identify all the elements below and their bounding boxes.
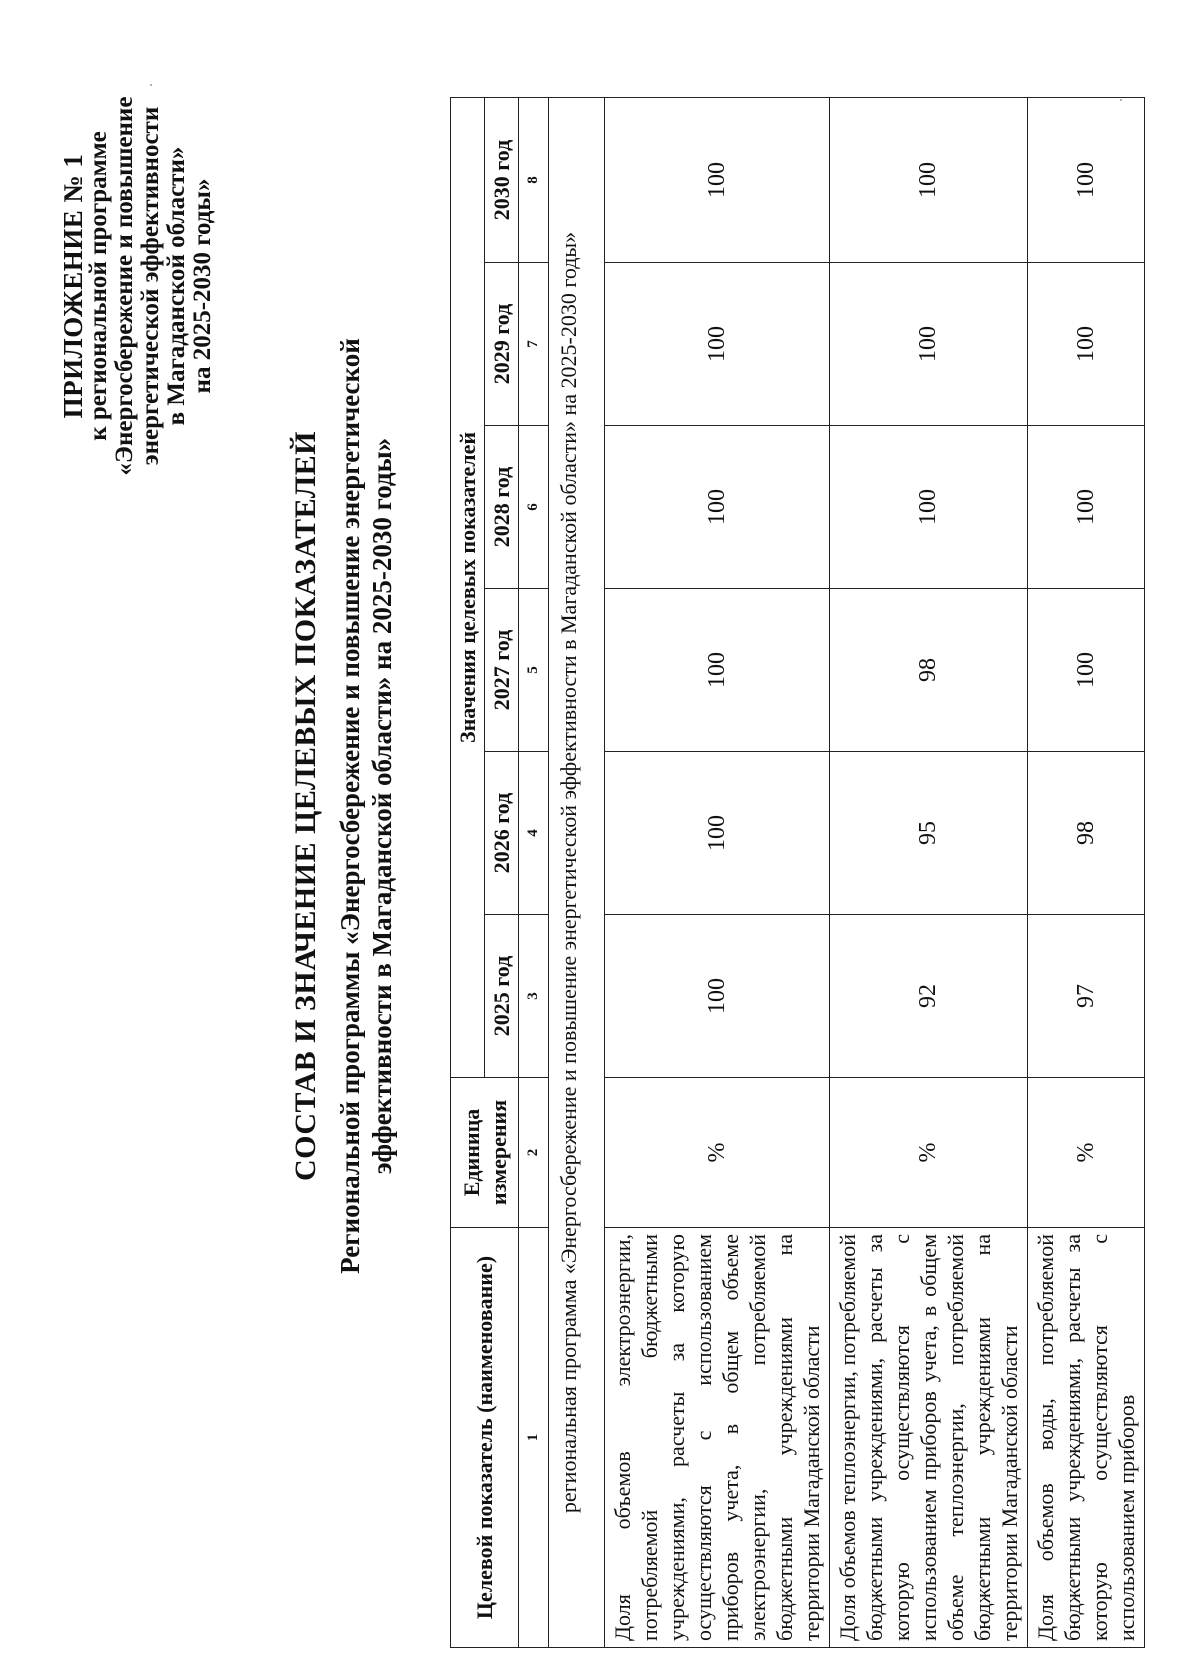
indicator-value: 92 <box>830 915 1028 1078</box>
indicator-value: 100 <box>830 426 1028 589</box>
column-number: 2 <box>519 1078 549 1228</box>
header-row <box>451 97 485 1647</box>
indicator-name: Доля объемов воды, потребляемой бюджетными учреждениями, расчеты за которую осуществляются с использованием приборов <box>1028 1228 1145 1648</box>
indicator-value: 100 <box>830 263 1028 426</box>
column-numbers-row <box>519 97 549 1647</box>
table-row <box>1028 97 1145 1647</box>
indicator-value: 98 <box>830 589 1028 752</box>
appendix-line: к региональной программе <box>85 131 112 441</box>
subtitle-line: эффективности в Магаданской области» на 2025-2030 годы» <box>367 437 397 1175</box>
indicator-unit: % <box>1028 1078 1145 1228</box>
appendix-line: на 2025-2030 годы» <box>189 178 216 394</box>
appendix-line: энергетической эффективности <box>137 106 164 466</box>
indicator-value: 100 <box>1028 263 1145 426</box>
year-header: 2030 год <box>485 97 519 262</box>
table-row <box>605 97 830 1647</box>
scan-speck <box>150 84 152 86</box>
column-number: 7 <box>519 263 549 426</box>
target-indicators-table <box>450 97 1145 1648</box>
subtitle-line: Региональной программы «Энергосбережение и повышение энергетической <box>335 338 365 1274</box>
indicator-name: Доля объемов теплоэнергии, потребляемой бюджетными учреждениями, расчеты за которую осуществляются с использованием приборов учета, в общем объеме теплоэнергии, потребляемой бюджетными учреждениями на территории Магаданской области <box>830 1228 1028 1648</box>
indicator-name: Доля объемов электроэнергии, потребляемой бюджетными учреждениями, расчеты за которую осуществляются с использованием приборов учета, в общем объеме электроэнергии, потребляемой бюджетными учреждениями на территории Магаданской области <box>605 1228 830 1648</box>
indicator-value: 100 <box>1028 97 1145 262</box>
program-row <box>549 97 605 1647</box>
column-number: 8 <box>519 97 549 262</box>
document-title: СОСТАВ И ЗНАЧЕНИЕ ЦЕЛЕВЫХ ПОКАЗАТЕЛЕЙ <box>289 431 322 1182</box>
appendix-title: ПРИЛОЖЕНИЕ № 1 <box>58 153 88 419</box>
indicator-value: 100 <box>605 263 830 426</box>
column-header-values: Значения целевых показателей <box>451 97 485 1077</box>
year-header: 2028 год <box>485 426 519 589</box>
appendix-header <box>60 66 216 506</box>
indicator-value: 100 <box>605 752 830 915</box>
column-number: 3 <box>519 915 549 1078</box>
indicator-value: 100 <box>830 97 1028 262</box>
table-row <box>830 97 1028 1647</box>
program-name: региональная программа «Энергосбережение и повышение энергетической эффективности в Магаданской области» на 2025-2030 годы» <box>549 97 605 1647</box>
indicator-value: 95 <box>830 752 1028 915</box>
column-header-unit: Единица измерения <box>451 1078 519 1228</box>
indicator-value: 97 <box>1028 915 1145 1078</box>
indicator-unit: % <box>605 1078 830 1228</box>
appendix-line: в Магаданской области» <box>163 146 190 426</box>
year-header: 2026 год <box>485 752 519 915</box>
indicator-value: 98 <box>1028 752 1145 915</box>
year-header: 2029 год <box>485 263 519 426</box>
indicator-value: 100 <box>605 426 830 589</box>
indicator-value: 100 <box>1028 589 1145 752</box>
indicator-value: 100 <box>605 589 830 752</box>
indicator-value: 100 <box>1028 426 1145 589</box>
year-header: 2025 год <box>485 915 519 1078</box>
indicator-value: 100 <box>605 97 830 262</box>
column-number: 5 <box>519 589 549 752</box>
document-heading <box>288 266 398 1346</box>
indicator-value: 100 <box>605 915 830 1078</box>
document-subtitle <box>334 266 398 1346</box>
column-header-name: Целевой показатель (наименование) <box>451 1228 519 1648</box>
year-header: 2027 год <box>485 589 519 752</box>
column-number: 1 <box>519 1228 549 1648</box>
appendix-line: «Энергосбережение и повышение <box>111 96 138 476</box>
column-number: 6 <box>519 426 549 589</box>
indicator-unit: % <box>830 1078 1028 1228</box>
column-number: 4 <box>519 752 549 915</box>
scan-speck <box>1120 99 1122 101</box>
